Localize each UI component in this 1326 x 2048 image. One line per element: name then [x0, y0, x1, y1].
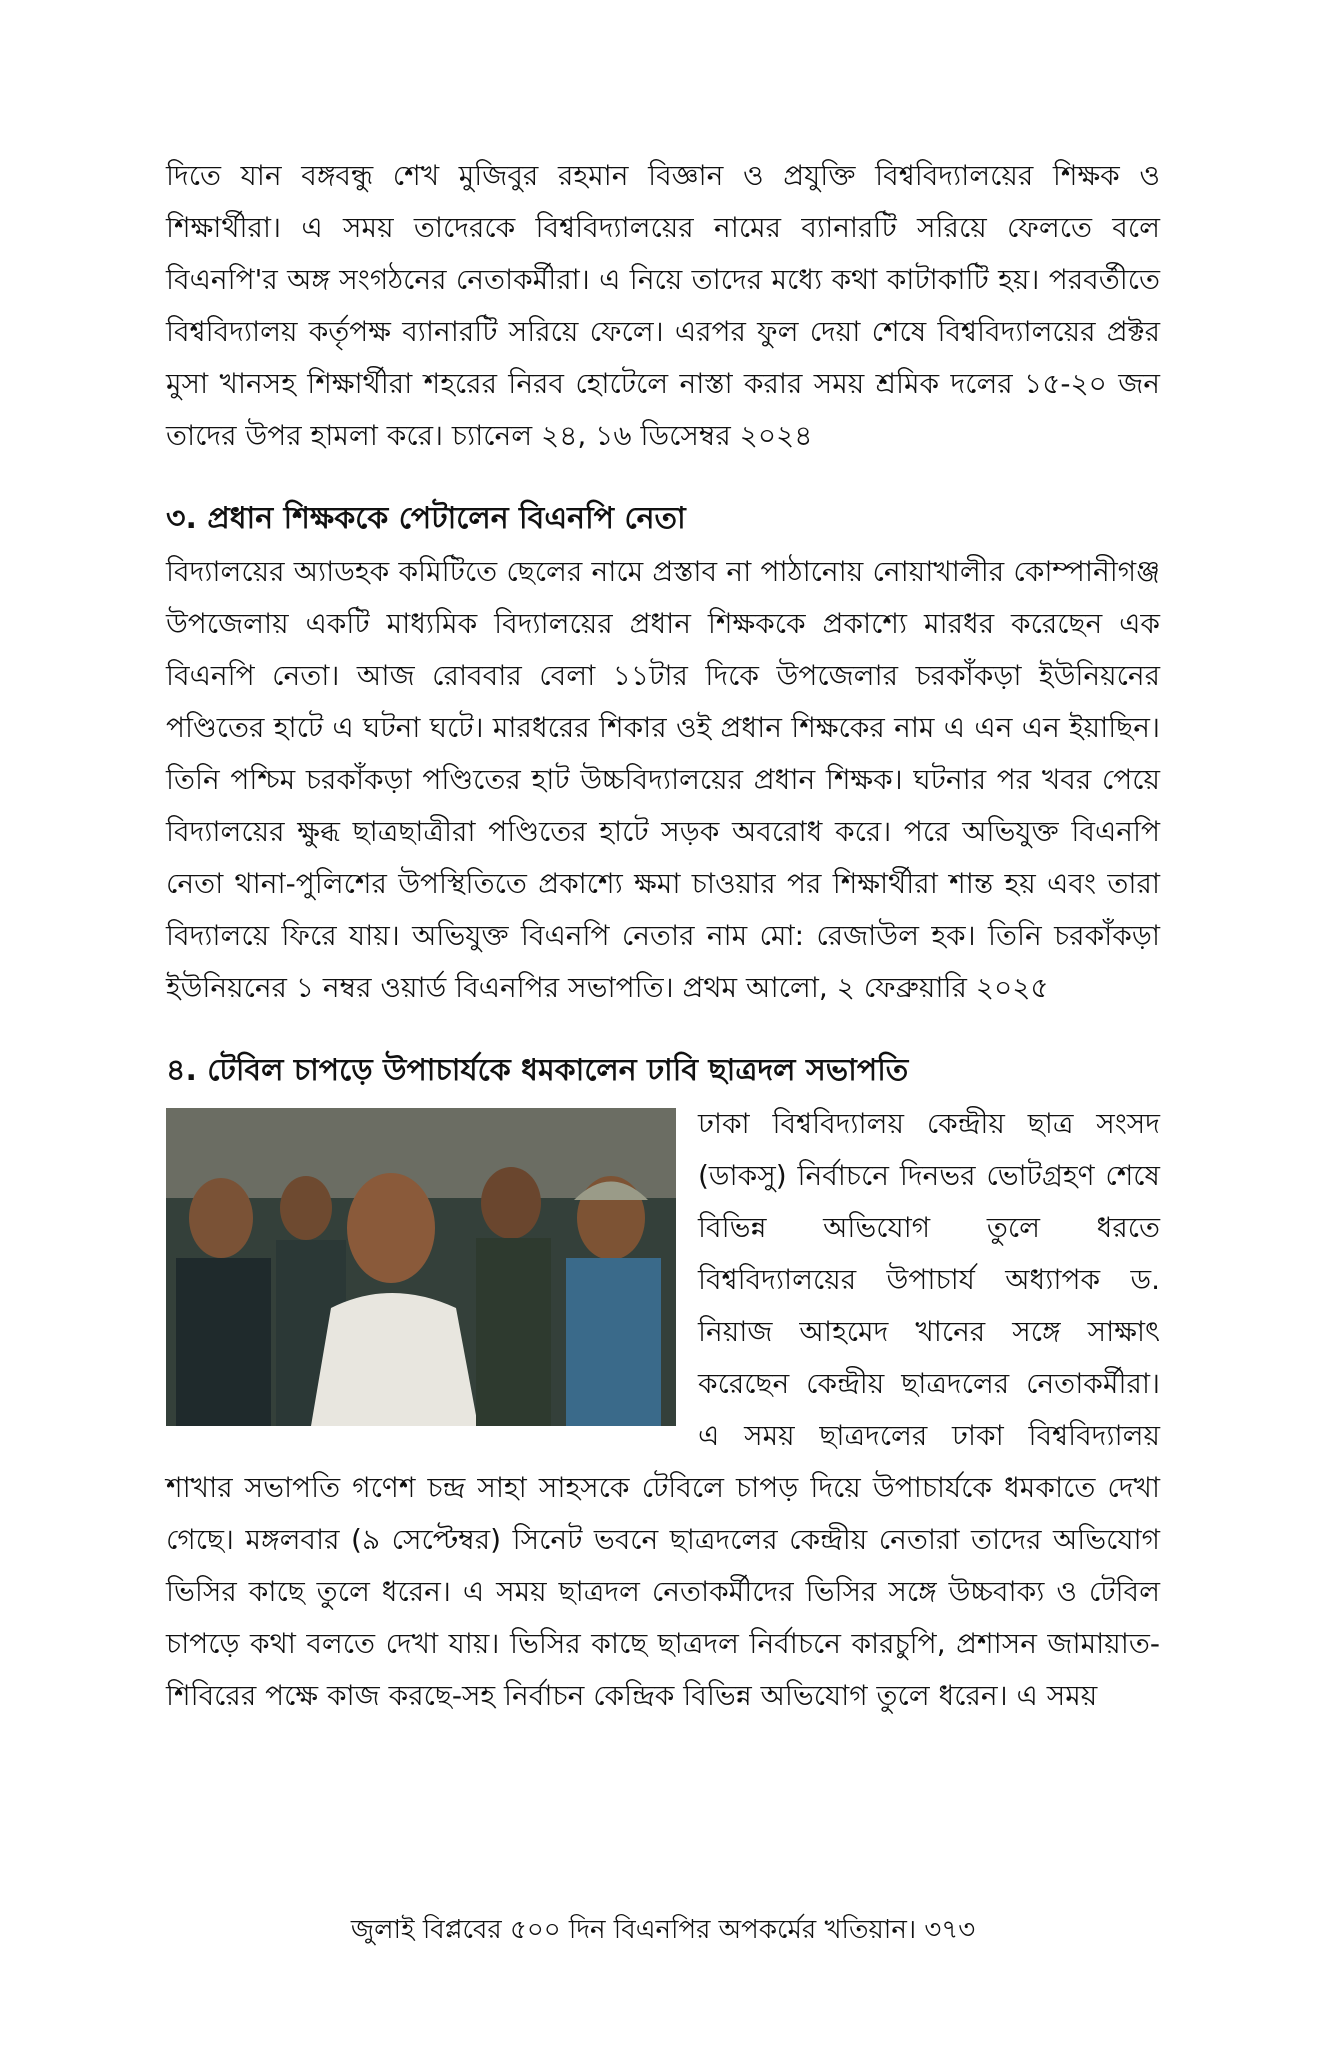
news-photo — [166, 1108, 676, 1426]
section-2-paragraph: দিতে যান বঙ্গবন্ধু শেখ মুজিবুর রহমান বিজ্ঞান ও প্রযুক্তি বিশ্ববিদ্যালয়ের শিক্ষক ও শিক্ষার্থীরা। এ সময় তাদেরকে বিশ্ববিদ্যালয়ের নামের ব্যানারটি সরিয়ে ফেলতে বলে বিএনপি'র অঙ্গ সংগঠনের নেতাকর্মীরা। এ নিয়ে তাদের মধ্যে কথা কাটাকাটি হয়। পরবর্তীতে বিশ্ববিদ্যালয় কর্তৃপক্ষ ব্যানারটি সরিয়ে ফেলে। এরপর ফুল দেয়া শেষে বিশ্ববিদ্যালয়ের প্রক্টর মুসা খানসহ শিক্ষার্থীরা শহরের নিরব হোটেলে নাস্তা করার সময় শ্রমিক দলের ১৫-২০ জন তাদের উপর হামলা করে। চ্যানেল ২৪, ১৬ ডিসেম্বর ২০২৪ — [166, 159, 1160, 452]
section-3-heading: ৩. প্রধান শিক্ষককে পেটালেন বিএনপি নেতা — [166, 501, 686, 536]
page-body — [166, 150, 1160, 1722]
section-4-paragraph: ঢাকা বিশ্ববিদ্যালয় কেন্দ্রীয় ছাত্র সংসদ (ডাকসু) নির্বাচনে দিনভর ভোটগ্রহণ শেষে বিভিন্ন অভিযোগ তুলে ধরতে বিশ্ববিদ্যালয়ের উপাচার্য অধ্যাপক ড. নিয়াজ আহমেদ খানের সঙ্গে সাক্ষাৎ করেছেন কেন্দ্রীয় ছাত্রদলের নেতাকর্মীরা। এ সময় ছাত্রদলের ঢাকা বিশ্ববিদ্যালয় শাখার সভাপতি গণেশ চন্দ্র সাহা সাহসকে টেবিলে চাপড় দিয়ে উপাচার্যকে ধমকাতে দেখা গেছে। মঙ্গলবার (৯ সেপ্টেম্বর) সিনেট ভবনে ছাত্রদলের কেন্দ্রীয় নেতারা তাদের অভিযোগ ভিসির কাছে তুলে ধরেন। এ সময় ছাত্রদল নেতাকর্মীদের ভিসির সঙ্গে উচ্চবাক্য ও টেবিল চাপড়ে কথা বলতে দেখা যায়। ভিসির কাছে ছাত্রদল নির্বাচনে কারচুপি, প্রশাসন জামায়াত-শিবিরের পক্ষে কাজ করছে-সহ নির্বাচন কেন্দ্রিক বিভিন্ন অভিযোগ তুলে ধরেন। এ সময় — [166, 1107, 1160, 1712]
page-footer: জুলাই বিপ্লবের ৫০০ দিন বিএনপির অপকর্মের খতিয়ান। ৩৭৩ — [350, 1915, 976, 1945]
news-photo-illustration — [166, 1108, 676, 1426]
section-4-heading: ৪. টেবিল চাপড়ে উপাচার্যকে ধমকালেন ঢাবি ছাত্রদল সভাপতি — [166, 1053, 909, 1088]
section-3-paragraph: বিদ্যালয়ের অ্যাডহক কমিটিতে ছেলের নামে প্রস্তাব না পাঠানোয় নোয়াখালীর কোম্পানীগঞ্জ উপজেলায় একটি মাধ্যমিক বিদ্যালয়ের প্রধান শিক্ষককে প্রকাশ্যে মারধর করেছেন এক বিএনপি নেতা। আজ রোববার বেলা ১১টার দিকে উপজেলার চরকাঁকড়া ইউনিয়নের পণ্ডিতের হাটে এ ঘটনা ঘটে। মারধরের শিকার ওই প্রধান শিক্ষকের নাম এ এন এন ইয়াছিন। তিনি পশ্চিম চরকাঁকড়া পণ্ডিতের হাট উচ্চবিদ্যালয়ের প্রধান শিক্ষক। ঘটনার পর খবর পেয়ে বিদ্যালয়ের ক্ষুব্ধ ছাত্রছাত্রীরা পণ্ডিতের হাটে সড়ক অবরোধ করে। পরে অভিযুক্ত বিএনপি নেতা থানা-পুলিশের উপস্থিতিতে প্রকাশ্যে ক্ষমা চাওয়ার পর শিক্ষার্থীরা শান্ত হয় এবং তারা বিদ্যালয়ে ফিরে যায়। অভিযুক্ত বিএনপি নেতার নাম মো: রেজাউল হক। তিনি চরকাঁকড়া ইউনিয়নের ১ নম্বর ওয়ার্ড বিএনপির সভাপতি। প্রথম আলো, ২ ফেব্রুয়ারি ২০২৫ — [166, 555, 1160, 1004]
